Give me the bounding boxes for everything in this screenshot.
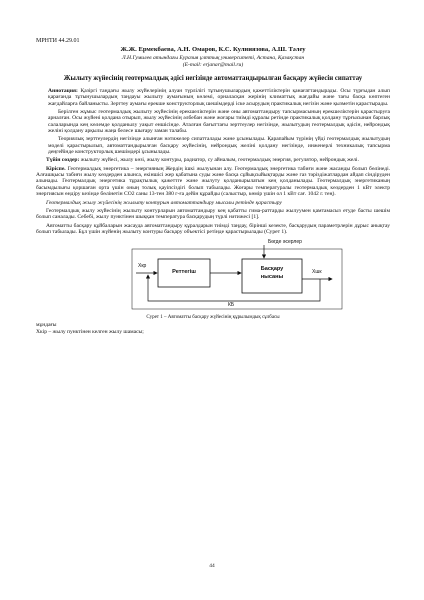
annotation-label: Аннотация: xyxy=(48,88,78,94)
intro-paragraph xyxy=(36,166,390,198)
classification-code: МРНТИ 44.29.01 xyxy=(36,38,80,44)
page-number: 44 xyxy=(209,563,215,569)
affiliation: Л.Н.Гумилев атындағы Еуразия ұлттық университеті, Астана, Қазақстан xyxy=(121,55,305,61)
after-figure-line-1: мұндағы xyxy=(36,322,57,329)
keywords-label: Түйін сөздер: xyxy=(46,157,80,164)
keywords-paragraph xyxy=(36,157,390,163)
annotation-paragraph xyxy=(48,88,390,107)
disturbance-label: Бөгде әсерлер xyxy=(268,239,302,246)
intro-label: Кіріспе. xyxy=(46,165,66,172)
authors: Ж.Ж. Ермекбаева, А.Н. Омаров, К.С. Кулниязова, А.Ш. Тәлеу xyxy=(120,46,306,53)
controlled-object-label-2: нысаны xyxy=(260,274,284,281)
annotation-paragraph-3: Теориялық зерттеулердің негізінде алынған нәтижелер сипатталады және ұсынылады. Қарапайым түрінің үйді геотермалдық жылытудың моделі қарастырылып, автоматтандырылған басқару жүйесінің, нейрондық желіні қолдану негізінде, инженерлі техникалық тапсырма деңгейінде конструкторлық шешімдері ұсынылады. xyxy=(48,136,390,156)
regulator-label: Реттегіш xyxy=(172,269,196,276)
block-diagram-drawing xyxy=(36,239,390,313)
input-label: Xкр xyxy=(138,263,147,270)
intro-paragraph-2: Геотермалдық жылу жүйесінің жылыту контурларын автоматтандыру кең қабатты гима-раттарды жылуумен қамтамасыз етуде басты шешім болып саналады. Себебі, жылу пунктінен шыққан температура басқарудың түрлі нәтижесі [1]. xyxy=(36,207,390,221)
output-label: Xшк xyxy=(312,269,322,276)
after-figure-line-2: Xкір – жылу пунктінен келген жылу шамасы; xyxy=(36,328,144,335)
article-title: Жылыту жүйесінің геотермалдық әдісі негізінде автоматтандырылған басқару жүйесін сипаттау xyxy=(63,75,363,82)
keywords-text: жылыту жүйесі, жылу көзі, жылу контуры, радиатор, су айналым, геотермалдық энергия, регулятор, нейрондық желі. xyxy=(80,157,359,164)
annotation-text: Қазіргі таңдағы жылу жүйелерінің алуан түрлілігі тұтынушылардың қажеттіліктерін қанағаттандырады. Осы түрғыдан алып қарағанда тұтынушылардың таңдауы жылыту аумағының көлемі, орналасқан жерінің климаттық жағдайы және тағы басқа көптеген жағдайларға байланысты. Зерттеу аумағы ерекше конструкторлық шешімдерді іске асырудың практикалық негізін және қызметін қарастырады. xyxy=(48,88,390,107)
author-email: (E-mail: erjanar@mail.ru) xyxy=(182,62,244,68)
intro-subhead: Геотермалдық жылу жүйесінің жылыту контурын автоматтандыру мысалы ретінде қарастыру xyxy=(46,199,282,206)
annotation-section xyxy=(36,88,390,155)
intro-paragraph-3: Автоматты басқару құйбаларын жасауда автоматтандыру құралдарын тиімді таңдау, бірінші кезекте, басқарудың параметрлерін дұрыс анықтау болып табылады. Бұл үшін жүйенің жылыту контуры басқару объектісі ретінде қарастырылады (Сурет 1). xyxy=(36,222,390,235)
block-diagram xyxy=(36,239,390,313)
feedback-label: КБ xyxy=(228,302,235,309)
annotation-paragraph-2: Берілген жұмыс геотермалдық жылыту жүйесінің ерекшеліктерін және оны автоматтандыру тапсырмасының ерекшеліктерін қарастыруға арналған. Осы жүйені қолдана отырып, жылу жүйесінің әлбебан және жоғары тиімді құралы ретінде практикалық қолдану тұрғысынан барлық салаларында кең көлемде қолданылу уақыт еншісінде. Аталған бағыттағы зерттеулер негізінде, жылытудың геотермалдық әдісін, нейрондық желіні қолдану арқылы жаңа белесе шығару заман талабы. xyxy=(48,109,390,135)
intro-text: Геотермалдық энергетика – энергияның Жердің ішкі жылуынан алу. Геотермалдық энергетика табиғи және жасанды болып бөлінеді. Алғашқысы табиғи жылу көздерден алынса, екіншісі жер қабатына суды және басқа сұйықсыйықтарды және газ тәріздіжатлардан айдап сіндіруден алынады. Геотермалдық энергетика тұрақтылық қажеттге және жылуту қолданырылатын кең қолданылады. Геотермалдық энергетиканың басымдылығы қоршаған орта үшін оның толық қауіпсіздігі болып табылады. Жоғары температуралы геотермалдық көздерден 1 кВт электр энергиясын өндіру кезінде бөлінетін CO2 саны 13-тен 380 г-ға дейін құрайды (салыстыр, көмір үшін ол 1 кВт сағ. 1042 г. тең). xyxy=(36,165,391,198)
figure-caption: Сурет 1 – Автоматты басқару жүйесінің құрылымдық сұлбасы xyxy=(146,315,280,321)
controlled-object-label-1: Басқару xyxy=(260,266,284,273)
